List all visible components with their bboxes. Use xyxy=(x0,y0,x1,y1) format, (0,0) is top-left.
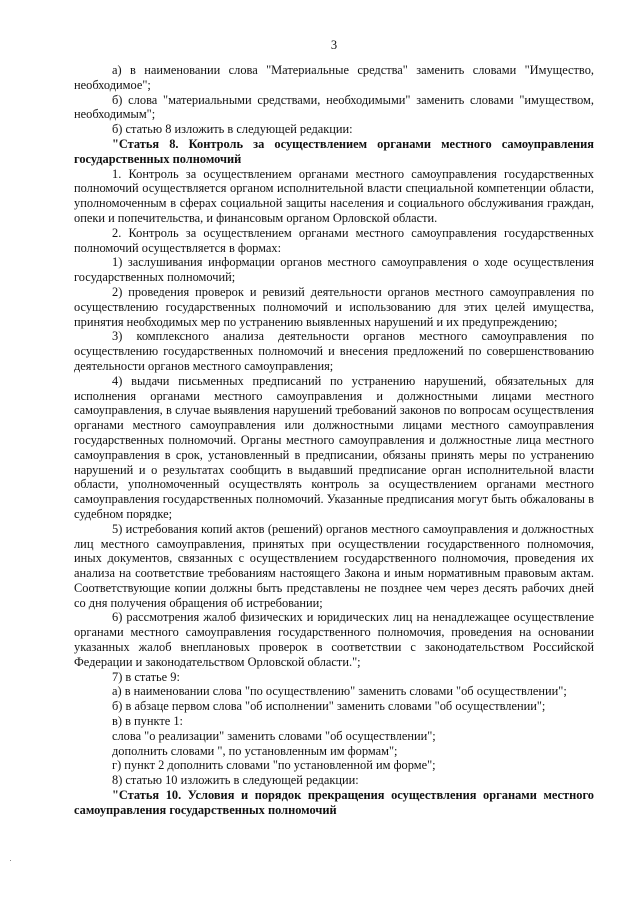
article-9-item-b: б) в абзаце первом слова "об исполнении" заменить словами "об осуществлении"; xyxy=(112,699,546,714)
article-9-item-g: г) пункт 2 дополнить словами "по установленной им форме"; xyxy=(112,758,436,773)
scan-speck xyxy=(10,860,11,861)
paragraph-rename-article-title: а) в наименовании слова "Материальные средства" заменить словами "Имущество, необходимое"; xyxy=(74,63,594,92)
paragraph-article-8-intro: б) статью 8 изложить в следующей редакции: xyxy=(112,122,353,137)
document-body xyxy=(74,63,594,818)
article-10-heading: "Статья 10. Условия и порядок прекращения осуществления органами местного самоуправления государственных полномочий xyxy=(74,788,594,817)
article-8-clause-2: 2. Контроль за осуществлением органами местного самоуправления государственных полномочий осуществляется в формах: xyxy=(74,225,594,255)
paragraph-article-10-intro: 8) статью 10 изложить в следующей редакции: xyxy=(112,773,359,788)
article-9-item-a: а) в наименовании слова "по осуществлению" заменить словами "об осуществлении"; xyxy=(112,684,567,699)
page-number: 3 xyxy=(330,38,338,52)
article-8-heading: "Статья 8. Контроль за осуществлением органами местного самоуправления государственных полномочий xyxy=(74,136,594,166)
form-item-2: 2) проведения проверок и ревизий деятельности органов местного самоуправления по осуществлению государственных полномочий и использованию для этих целей имущества, принятия необходимых мер по устранению выявленных нарушений и их предупреждению; xyxy=(74,284,594,329)
form-item-4: 4) выдачи письменных предписаний по устранению нарушений, обязательных для исполнения органами местного самоуправления и должностными лицами местного самоуправления, в случае выявления нарушений требований законов по вопросам осуществления органами местного самоуправления или должностными лицами местного самоуправления государственных полномочий. Органы местного самоуправления и должностные лица местного самоуправления в срок, установленный в предписании, обязаны принять меры по устранению нарушений и о результатах сообщить в выдавший предписание орган исполнительной власти области, уполномоченный осуществлять контроль за осуществлением органами местного самоуправления государственных полномочий. Указанные предписания могут быть обжалованы в судебном порядке; xyxy=(74,373,594,521)
article-9-item-v: в) в пункте 1: xyxy=(112,714,183,729)
form-item-5: 5) истребования копий актов (решений) органов местного самоуправления и должностных лиц местного самоуправления, принятых при осуществлении государственного полномочия, иных документов, связанных с осуществлением государственного полномочия, проведения их анализа на соответствие требованиям настоящего Закона и иным нормативным правовым актам. Соответствующие копии должны быть представлены не позднее чем через десять рабочих дней со дня получения обращения об истребовании; xyxy=(74,521,594,610)
paragraph-article-9-intro: 7) в статье 9: xyxy=(112,669,180,684)
article-8-clause-1: 1. Контроль за осуществлением органами местного самоуправления государственных полномочий осуществляется органом исполнительной власти специальной компетенции области, уполномоченным в сферах социальной защиты населения и социального обслуживания граждан, опеки и попечительства, и финансовым органом Орловской области. xyxy=(74,166,594,225)
article-9-item-v-append: дополнить словами ", по установленным им формам"; xyxy=(112,743,398,758)
form-item-3: 3) комплексного анализа деятельности органов местного самоуправления по осуществлению государственных полномочий и внесения предложений по совершенствованию деятельности органов местного самоуправления; xyxy=(74,329,594,373)
article-9-item-v-words: слова "о реализации" заменить словами "об осуществлении"; xyxy=(112,728,436,743)
form-item-1: 1) заслушивания информации органов местного самоуправления о ходе осуществления государственных полномочий; xyxy=(74,255,594,285)
form-item-6: 6) рассмотрения жалоб физических и юридических лиц на ненадлежащее осуществление органами местного самоуправления государственного полномочия, проведения на основании указанных жалоб внеплановых проверок в соответствии с законодательством Российской Федерации и законодательством Орловской области."; xyxy=(74,610,594,669)
paragraph-replace-words: б) слова "материальными средствами, необходимыми" заменить словами "имуществом, необходимым"; xyxy=(74,92,594,122)
